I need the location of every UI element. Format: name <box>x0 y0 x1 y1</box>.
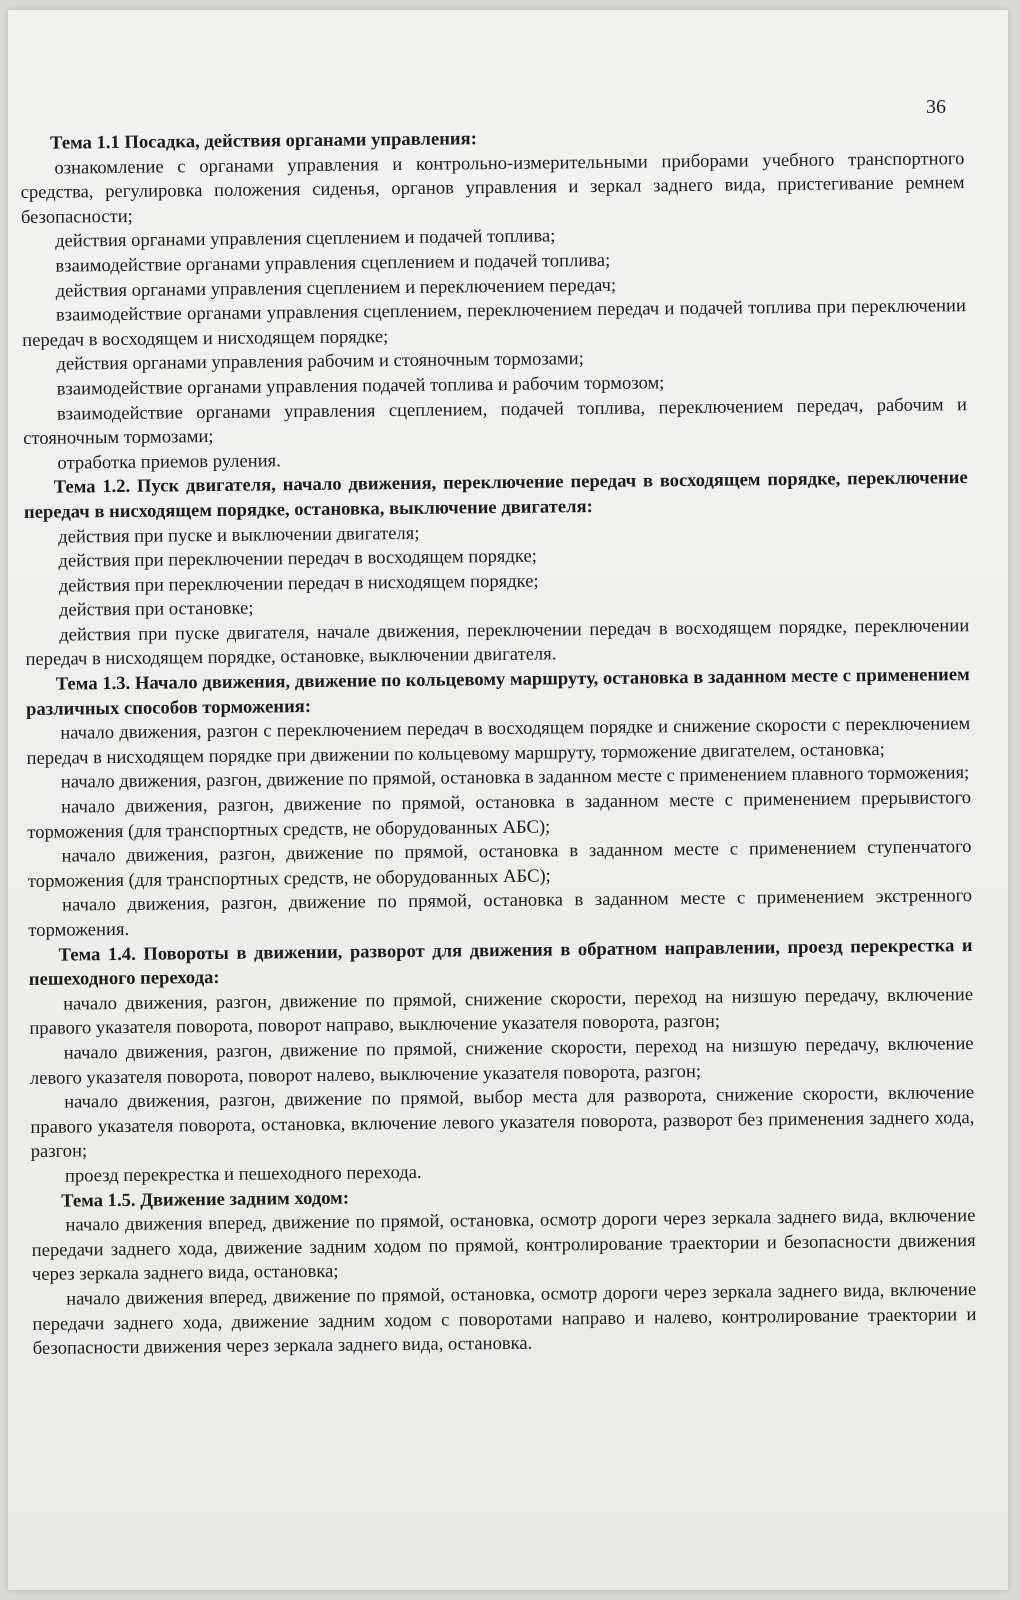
section-topic-1-1 <box>20 122 968 476</box>
document-body <box>20 122 977 1362</box>
list-item: начало движения, разгон, движение по прямой, остановка в заданном месте с применением экстренного торможения. <box>28 885 973 941</box>
list-item: начало движения вперед, движение по прямой, остановка, осмотр дороги через зеркала заднего вида, включение передачи заднего хода, движение задним ходом с поворотами направо и налево, контролирование траектории и безопасности движения через зеркала заднего вида, остановка. <box>32 1278 977 1360</box>
list-item: действия при остановке; <box>58 597 254 621</box>
section-heading: Тема 1.5. Движение задним ходом: <box>61 1187 350 1212</box>
list-item: взаимодействие органами управления сцеплением, подачей топлива, переключением передач, рабочим и стояночным тормозами; <box>23 393 968 450</box>
list-item: действия при пуске двигателя, начале движения, переключении передач в восходящем порядке, переключении передач в нисходящем порядке, остановке, выключении двигателя. <box>25 614 970 671</box>
list-item: действия органами управления сцеплением и переключением передач; <box>55 274 617 302</box>
section-heading: Тема 1.2. Пуск двигателя, начало движения, переключение передач в восходящем порядке, переключение передач в нисходящем порядке, остановка, выключение двигателя: <box>23 467 968 523</box>
list-item: проезд перекрестка и пешеходного перехода. <box>64 1161 422 1187</box>
list-item: начало движения, разгон, движение по прямой, остановка в заданном месте с применением прерывистого торможения (для транспортных средств, не оборудованных АБС); <box>27 787 972 843</box>
list-item: действия органами управления рабочим и стояночным тормозами; <box>56 348 584 375</box>
list-item: отработка приемов руления. <box>57 450 281 474</box>
section-heading: Тема 1.3. Начало движения, движение по кольцевому маршруту, остановка в заданном месте с применением различных способов торможения: <box>25 664 970 720</box>
section-topic-1-5 <box>31 1180 977 1362</box>
section-heading: Тема 1.1 Посадка, действия органами управления: <box>50 128 477 154</box>
list-item: ознакомление с органами управления и контрольно-измерительными приборами учебного транспортного средства, регулировка положения сиденья, органов управления и зеркал заднего вида, пристегивание ремнем безопасности; <box>20 147 965 228</box>
list-item: начало движения, разгон, движение по прямой, снижение скорости, переход на низшую передачу, включение правого указателя поворота, поворот направо, выключение указателя поворота, разгон; <box>29 983 974 1040</box>
list-item: начало движения вперед, движение по прямой, остановка, осмотр дороги через зеркала заднего вида, включение передачи заднего хода, движение задним ходом по прямой, контролирование траектории и безопасности движения через зеркала заднего вида, остановка; <box>31 1205 976 1286</box>
page-number: 36 <box>926 96 946 118</box>
section-topic-1-2 <box>24 466 970 673</box>
list-item: взаимодействие органами управления подачей топлива и рабочим тормозом; <box>56 372 665 400</box>
list-item: взаимодействие органами управления сцеплением и подачей топлива; <box>55 249 611 277</box>
list-item: начало движения, разгон, движение по прямой, остановка в заданном месте с применением ступенчатого торможения (для транспортных средств, не оборудованных АБС); <box>27 836 972 892</box>
list-item: действия при пуске и выключении двигателя; <box>58 522 420 548</box>
section-topic-1-3 <box>26 663 973 943</box>
list-item: действия при переключении передач в восходящем порядке; <box>58 545 537 572</box>
list-item: начало движения, разгон, движение по прямой, снижение скорости, переход на низшую передачу, включение левого указателя поворота, поворот налево, выключение указателя поворота, разгон; <box>29 1033 974 1089</box>
list-item: начало движения, разгон, движение по прямой, остановка в заданном месте с применением плавного торможения; <box>60 762 970 794</box>
list-item: действия при переключении передач в нисходящем порядке; <box>58 570 539 597</box>
list-item: взаимодействие органами управления сцеплением, переключением передач и подачей топлива при переключении передач в восходящем и нисходящем порядке; <box>22 295 966 351</box>
list-item: начало движения, разгон, движение по прямой, выбор места для разворота, снижение скорости, включение правого указателя поворота, остановка, включение левого указателя поворота, разворот без применения заднего хода, разгон; <box>30 1082 975 1163</box>
list-item: начало движения, разгон с переключением передач в восходящем порядке и снижение скорости с переключением передач в нисходящем порядке при движении по кольцевому маршруту, торможение двигателем, остановка; <box>26 713 971 769</box>
section-heading: Тема 1.4. Повороты в движении, разворот для движения в обратном направлении, проезд перекрестка и пешеходного перехода: <box>28 934 973 991</box>
section-topic-1-4 <box>28 934 975 1190</box>
list-item: действия органами управления сцеплением и подачей топлива; <box>55 225 556 253</box>
document-page <box>8 10 1008 1590</box>
